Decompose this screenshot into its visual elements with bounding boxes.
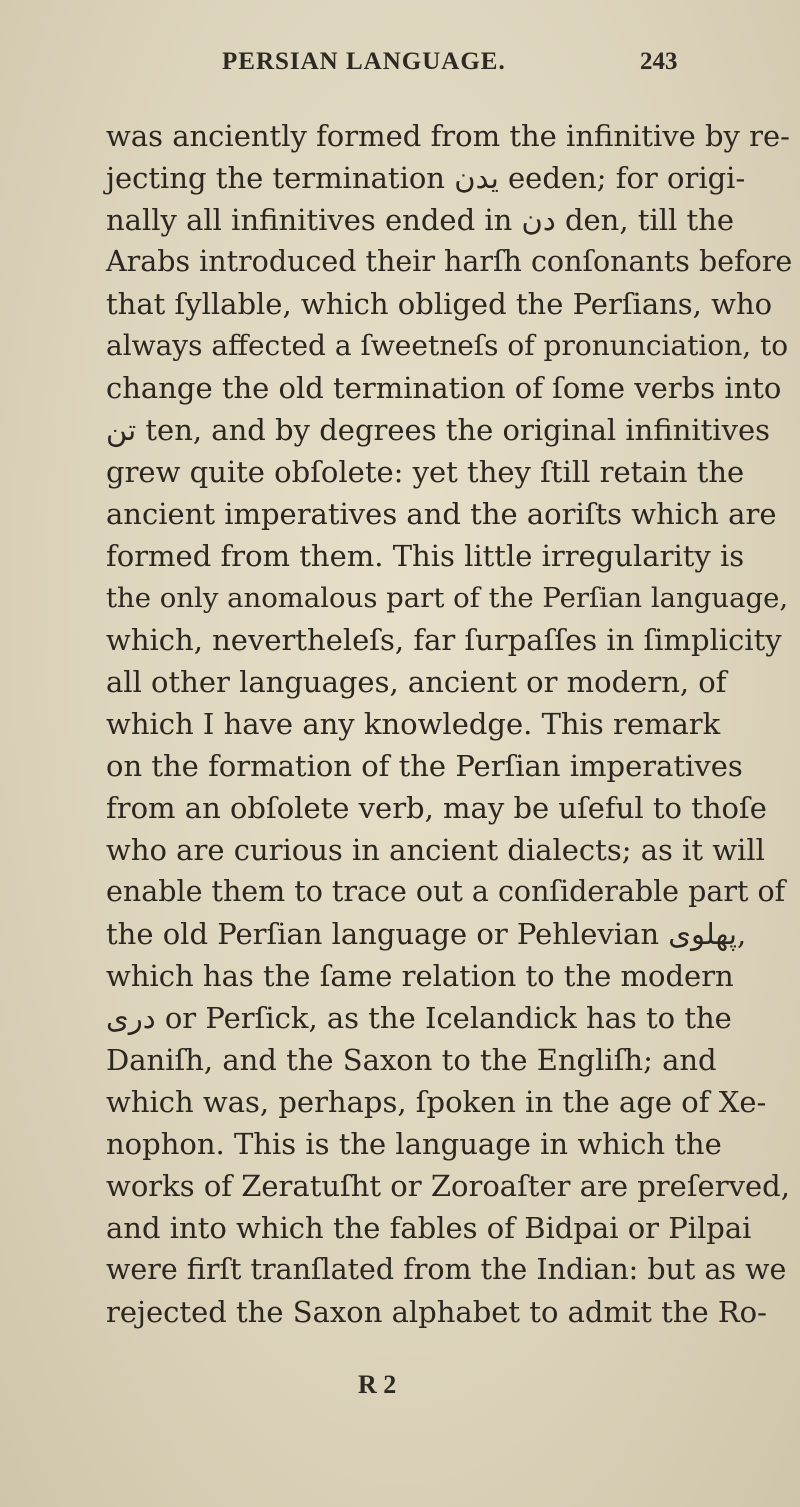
text-line: works of Zeratuſht or Zoroaſter are preſerved, — [106, 1169, 790, 1203]
text-line: nophon. This is the language in which the — [106, 1127, 722, 1161]
text-line: which has the ſame relation to the modern — [106, 959, 734, 993]
text-line: the old Perſian language or Pehlevian پهلوی, — [106, 917, 747, 951]
text-line: which, nevertheleſs, far ſurpaſſes in ſimplicity — [106, 623, 782, 657]
text-line: that ſyllable, which obliged the Perſians, who — [106, 287, 773, 321]
text-line: always affected a ſweetneſs of pronunciation, to — [106, 329, 789, 362]
text-line: from an obſolete verb, may be uſeful to thoſe — [106, 791, 767, 825]
text-line: on the formation of the Perſian imperatives — [106, 749, 743, 783]
text-line: Daniſh, and the Saxon to the Engliſh; and — [106, 1043, 717, 1077]
text-line: jecting the termination يدن eeden; for origi- — [106, 161, 746, 195]
text-line: which was, perhaps, ſpoken in the age of Xe- — [106, 1085, 767, 1119]
text-line: grew quite obſolete: yet they ſtill retain the — [106, 455, 745, 489]
text-line: nally all infinitives ended in دن den, till the — [106, 203, 734, 237]
running-title: PERSIAN LANGUAGE. — [222, 48, 506, 75]
page-number: 243 — [640, 48, 678, 75]
text-line: ancient imperatives and the aoriſts which are — [106, 497, 777, 531]
text-line: the only anomalous part of the Perſian language, — [106, 582, 789, 614]
text-line: who are curious in ancient dialects; as it will — [106, 833, 765, 867]
page-header — [0, 48, 800, 88]
text-line: Arabs introduced their harſh conſonants before — [106, 245, 793, 278]
text-line: rejected the Saxon alphabet to admit the Ro- — [106, 1295, 767, 1329]
text-line: all other languages, ancient or modern, of — [106, 665, 727, 699]
text-line: enable them to trace out a conſiderable part of — [106, 875, 786, 908]
text-line: which I have any knowledge. This remark — [106, 707, 721, 741]
text-line: formed from them. This little irregularity is — [106, 539, 745, 573]
text-line: تن ten, and by degrees the original infinitives — [106, 413, 771, 447]
text-line: and into which the fables of Bidpai or Pilpai — [106, 1211, 752, 1245]
text-line: was anciently formed from the infinitive by re- — [106, 119, 790, 153]
text-line: change the old termination of ſome verbs into — [106, 371, 782, 405]
text-line: دری or Perſick, as the Icelandick has to the — [106, 1001, 732, 1035]
text-line: were firſt tranſlated from the Indian: but as we — [106, 1253, 787, 1286]
signature-mark: R 2 — [358, 1370, 397, 1399]
